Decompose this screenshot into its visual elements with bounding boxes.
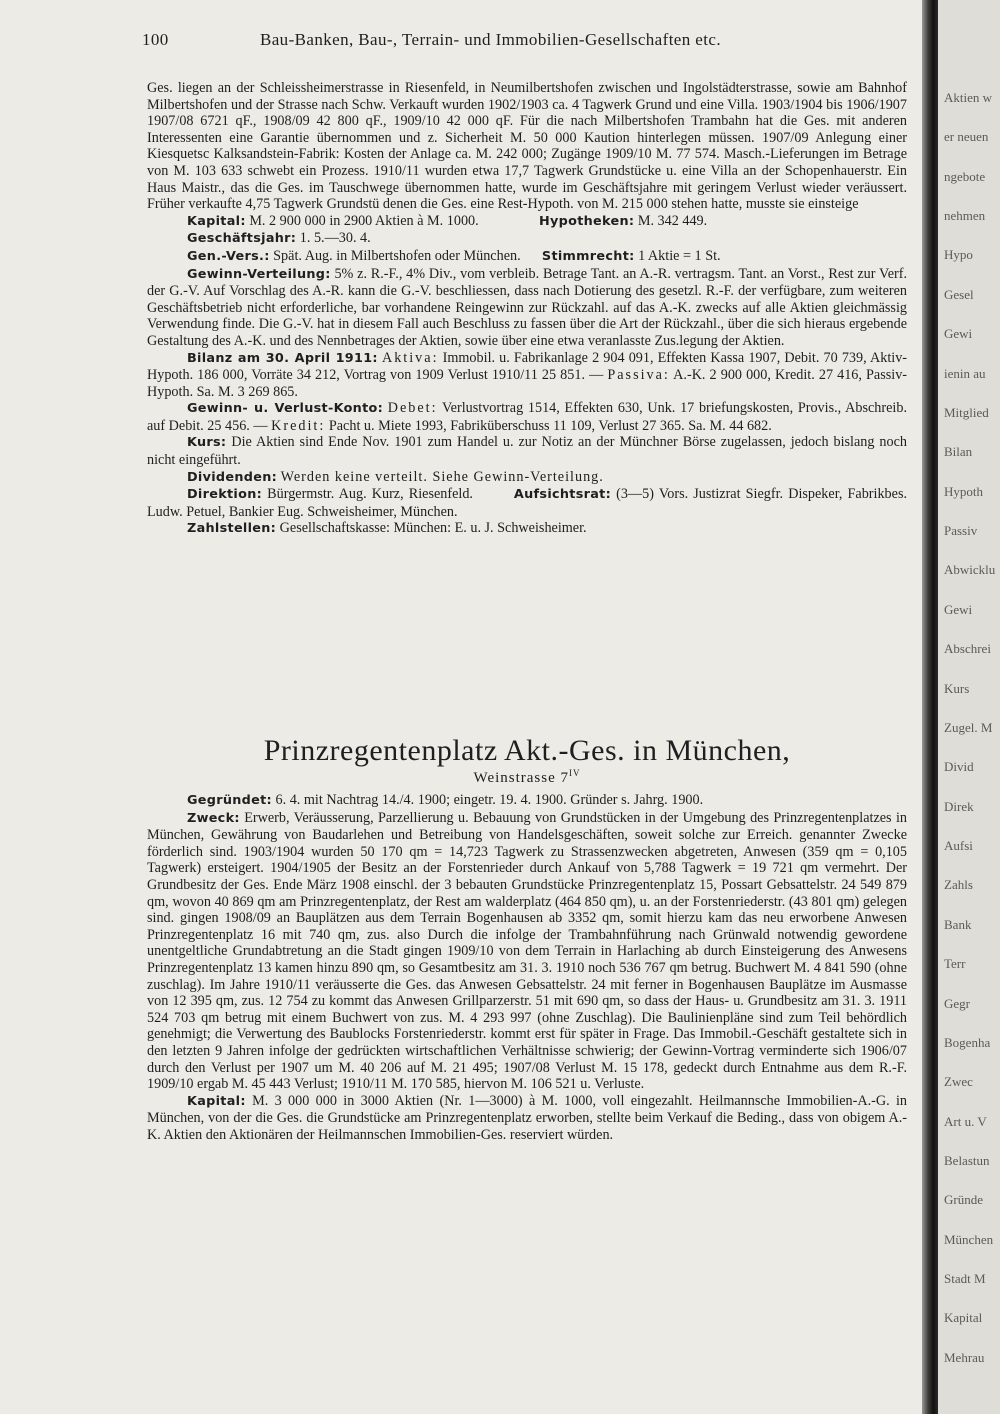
adjacent-page-fragment: ienin au bbox=[944, 366, 986, 381]
section-company-1 bbox=[147, 80, 907, 538]
dividenden-line bbox=[147, 469, 907, 487]
zahlstellen-label: Zahlstellen: bbox=[187, 521, 277, 537]
adjacent-page-edge bbox=[938, 0, 1000, 1414]
company-heading: Prinzregentenplatz Akt.-Ges. in München, bbox=[263, 734, 791, 767]
genvers-label: Gen.-Vers.: bbox=[187, 248, 270, 264]
kurs-label: Kurs: bbox=[187, 435, 227, 451]
direktion-text: Bürgermstr. Aug. Kurz, Riesenfeld. bbox=[267, 486, 473, 503]
geschaeftsjahr-text: 1. 5.—30. 4. bbox=[299, 230, 371, 247]
book-gutter bbox=[922, 0, 938, 1414]
page-header bbox=[142, 30, 902, 56]
direktion-label: Direktion: bbox=[187, 487, 263, 503]
adjacent-page-fragment: Direk bbox=[944, 799, 974, 814]
genvers-text: Spät. Aug. in Milbertshofen oder München. bbox=[273, 247, 521, 264]
page-number: 100 bbox=[142, 30, 169, 49]
gegruendet-line bbox=[147, 792, 907, 810]
kapital-text: M. 2 900 000 in 2900 Aktien à M. 1000. bbox=[249, 212, 479, 229]
bilanz-aktiva-word: Aktiva: bbox=[381, 349, 439, 366]
adjacent-page-fragment: er neuen bbox=[944, 129, 989, 144]
guv-label: Gewinn- u. Verlust-Konto: bbox=[187, 401, 383, 417]
adjacent-page-fragment: Gewi bbox=[944, 326, 973, 341]
kapital-label: Kapital: bbox=[187, 213, 246, 229]
gewinn-verteilung-paragraph bbox=[147, 266, 907, 350]
address-text: Weinstrasse 7 bbox=[473, 770, 570, 786]
adjacent-page-fragment: Divid bbox=[944, 759, 974, 774]
hypotheken-text: M. 342 449. bbox=[637, 212, 708, 229]
bilanz-paragraph bbox=[147, 350, 907, 401]
address-superscript: IV bbox=[569, 768, 581, 778]
gewinn-verteilung-label: Gewinn-Verteilung: bbox=[187, 266, 331, 282]
gewinn-verteilung-text: 5% z. R.-F., 4% Div., vom verbleib. Betrage Tant. an A.-R. vertragsm. Tant. an Vorst., Rest zur Verf. der G.-V. Auf Vorschlag des A.-R. kann die G.-V. beschliessen, dass nach Dotierung des gesetzl. R.-F. der verfügbare, zum weiteren Geschäftsbetrieb nicht erforderliche, bar vorhandene Reingewinn zur Rückzahl. auf das A.-K. zwecks auf alle Aktien gleichmässig Verwendung finde. Die G.-V. hat in diesem Fall auch Beschluss zu fassen über die Art der Rückzahl., über die sich hieraus ergebende Gestaltung des A.-K. und des Nennbetrages der Aktien, sowie über eine etwa veranlasste Zus.legung der Aktien. bbox=[147, 265, 907, 349]
bilanz-aktiva-text: Immobil. u. Fabrikanlage 2 904 091, Effekten Kassa 1907, Debit. 70 739, Aktiv-Hypoth. 186 000, Vorräte 34 212, Vortrag von 1909 Verlust 1910/11 25 851. — bbox=[147, 349, 908, 384]
stimmrecht-text: 1 Aktie = 1 St. bbox=[638, 247, 721, 264]
guv-debet-word: Debet: bbox=[387, 400, 438, 417]
genvers-line bbox=[147, 248, 907, 266]
running-title: Bau-Banken, Bau-, Terrain- und Immobilien-Gesellschaften etc. bbox=[260, 30, 721, 49]
gegruendet-label: Gegründet: bbox=[187, 793, 272, 808]
aufsichtsrat-text: (3—5) Vors. Justizrat Siegfr. Dispeker, Fabrikbes. Ludw. Petuel, Bankier Eug. Schweisheimer, München. bbox=[147, 486, 908, 520]
adjacent-page-fragment: Zwec bbox=[944, 1074, 973, 1089]
company-address bbox=[147, 768, 907, 787]
aufsichtsrat-label: Aufsichtsrat: bbox=[513, 487, 612, 503]
adjacent-page-fragment: Gegr bbox=[944, 996, 970, 1011]
adjacent-page-fragment: Belastun bbox=[944, 1153, 990, 1168]
adjacent-page-fragment: Bank bbox=[944, 917, 972, 932]
kurs-paragraph bbox=[147, 434, 907, 468]
direktion-paragraph bbox=[147, 486, 907, 520]
adjacent-page-fragment: Aktien w bbox=[944, 90, 993, 105]
hypotheken-label: Hypotheken: bbox=[538, 213, 635, 229]
adjacent-page-fragment: ngebote bbox=[944, 169, 986, 184]
zahlstellen-text: Gesellschaftskasse: München: E. u. J. Schweisheimer. bbox=[279, 520, 587, 537]
adjacent-page-fragment: Art u. V bbox=[944, 1114, 987, 1129]
kapital2-label: Kapital: bbox=[187, 1093, 246, 1109]
bilanz-passiva-word: Passiva: bbox=[607, 367, 670, 384]
adjacent-page-fragment: Gründe bbox=[944, 1192, 983, 1207]
zweck-paragraph bbox=[147, 810, 907, 1093]
adjacent-page-fragment: Hypoth bbox=[944, 484, 983, 499]
adjacent-page-fragment: Stadt M bbox=[944, 1271, 986, 1286]
kurs-text: Die Aktien sind Ende Nov. 1901 zum Handel u. zur Notiz an der Münchner Börse zugelassen, jedoch bislang noch nicht eingeführt. bbox=[147, 434, 908, 469]
adjacent-page-fragment: Hypo bbox=[944, 247, 973, 262]
adjacent-page-fragment: Passiv bbox=[944, 523, 978, 538]
geschaeftsjahr-line bbox=[147, 230, 907, 248]
adjacent-page-fragment: Mitglied bbox=[944, 405, 989, 420]
guv-paragraph bbox=[147, 400, 907, 434]
adjacent-page-fragment: Zahls bbox=[944, 877, 973, 892]
zahlstellen-line bbox=[147, 520, 907, 538]
kapital-line bbox=[147, 213, 907, 231]
geschaeftsjahr-label: Geschäftsjahr: bbox=[187, 231, 297, 247]
kapital2-paragraph bbox=[147, 1093, 907, 1144]
adjacent-page-fragment: Gewi bbox=[944, 602, 973, 617]
adjacent-page-fragment: Abschrei bbox=[944, 641, 991, 656]
adjacent-page-fragment: Bilan bbox=[944, 444, 973, 459]
adjacent-page-fragment: Abwicklu bbox=[944, 562, 996, 577]
stimmrecht-label: Stimmrecht: bbox=[541, 248, 635, 264]
bilanz-label: Bilanz am 30. April 1911: bbox=[187, 350, 378, 366]
adjacent-page-fragment: Terr bbox=[944, 956, 966, 971]
adjacent-page-fragment: nehmen bbox=[944, 208, 986, 223]
adjacent-page-fragment: Gesel bbox=[944, 287, 974, 302]
adjacent-page-fragment: Kapital bbox=[944, 1310, 983, 1325]
dividenden-text: Werden keine verteilt. Siehe Gewinn-Verteilung. bbox=[280, 468, 604, 485]
adjacent-page-fragment: Mehrau bbox=[944, 1350, 985, 1365]
adjacent-page-fragment: Aufsi bbox=[944, 838, 973, 853]
zweck-text: Erwerb, Veräusserung, Parzellierung u. Bebauung von Grundstücken in der Umgebung des Prinzregentenplatzes in München, Gewährung von Baudarlehen und Betreibung von Handelsgeschäften, soweit solche zur Erreich. genannter Zwecke förderlich sind. 1903/1904 wurden 50 170 qm = 14,723 Tagwerk zu Strassenzwecken abgetreten, Anwesen (359 qm = 0,105 Tagwerk) ersteigert. 1904/1905 der Besitz an der Forstenrieder durch Ankauf von 5,788 Tagwerk = 19 721 qm vermehrt. Der Grundbesitz der Ges. Ende März 1908 einschl. der 3 bebauten Grundstücke Prinzregentenplatz 15, Possart Gebsattelstr. 24 549 879 qm, wovon 40 869 qm am Prinzregentenplatz, der Rest am walderplatz (464 850 qm), u. an der Forstenriederstr. (43 801 qm) gelegen sind. gingen 1908/09 an Bauplätzen aus dem Terrain Bogenhausen ab 3352 qm, somit hierzu kam das neu erworbene Anwesen Prinzregentenplatz 16 mit 740 qm, zus. also Durch die infolge der Trambahnführung nach Grünwald notwendig gewordene unentgeltliche Grundabtretung an die Stadt gingen 1909/10 von dem Terrain in Harlaching ab durch Einsteigerung des Anwesens Prinzregentenplatz 13 kamen hinzu 890 qm, so Gesamtbesitz am 31. 3. 1910 noch 536 767 qm betrug. Buchwert M. 4 841 590 (ohne zuschlag). Im Jahre 1910/11 veräusserte die Ges. das Anwesen Gebsattelstr. 24 mit ferner in Bogenhausen Bauplätze im Ausmasse von 12 395 qm, zus. 12 754 zu kommt das Anwesen Grillparzerstr. 51 mit 690 qm, so dass der Haus- u. Grundbesitz am 31. 3. 1911 524 703 qm betrug mit einem Buchwert von zus. M. 4 293 997 (ohne Zuschlag). Die Baulinienpläne sind zum Teil behördlich genehmigt; die Verwertung des Baublocks Forstenriederstr. kommt erst für später in Frage. Das Immobil.-Geschäft gestaltete sich in den letzten 9 Jahren infolge der gedrückten wirtschaftlichen Verhältnisse schwierig; der Gewinn-Vortrag verminderte sich 1906/07 durch den Verlust per 1907 um M. 40 206 auf M. 21 495; 1907/08 Verlust M. 15 178, gedeckt durch Entnahme aus dem R.-F. 1909/10 ergab M. 45 443 Verlust; 1910/11 M. 170 585, hiervon M. 106 521 u. Verluste. bbox=[147, 809, 908, 1093]
gegruendet-text: 6. 4. mit Nachtrag 14./4. 1900; eingetr. 19. 4. 1900. Gründer s. Jahrg. 1900. bbox=[275, 792, 704, 808]
intro-paragraph: Ges. liegen an der Schleissheimerstrasse in Riesenfeld, in Neumilbertshofen zwischen und Ingolstädterstrasse, sowie am Bahnhof Milbertshofen und der Strasse nach Schw. Verkauft wurden 1902/1903 ca. 4 Tagwerk Grund und eine Villa. 1903/1904 bis 1906/1907 1907/08 6721 qF., 1908/09 42 800 qF., 1909/10 42 000 qF. Für die nach Milbertshofen Trambahn hat die Ges. mit anderen Interessenten eine Garantie übernommen und z. Sicherheit M. 50 000 Kaution hinterlegen müssen. 1907/09 Anlegung einer Kiesquetsc Kalksandstein-Fabrik: Kosten der Anlage ca. M. 242 000; Zugänge 1909/10 M. 77 574. Masch.-Lieferungen im Betrage von M. 103 633 schwebt ein Prozess. 1910/11 wurden etwa 17,7 Tagwerk Grundstücke u. eine Villa an der Schopenhauerstr. Ein Haus Maistr., das die Ges. im Tauschwege übernommen hatte, wurde im Geschäftsjahre mit geringem Verlust wieder veräussert. Früher verkaufte 4,75 Tagwerk Grundstü denen die Ges. eine Rest-Hypoth. von M. 215 000 stehen hatte, musste sie einsteige bbox=[147, 80, 907, 213]
guv-debet-text: Verlustvortrag 1514, Effekten 630, Unk. 17 briefungskosten, Provis., Abschreib. auf Debit. 25 456. — bbox=[147, 400, 907, 434]
adjacent-page-fragment: München bbox=[944, 1232, 994, 1247]
kapital2-text: M. 3 000 000 in 3000 Aktien (Nr. 1—3000) à M. 1000, voll eingezahlt. Heilmannsche Immobilien-A.-G. in München, von der die Ges. die Grundstücke am Prinzregentenplatz erworben, stellte beim Verkauf die Beding., dass von obigem A.-K. Aktien den Aktionären der Heilmannschen Immobilien-Ges. reserviert würden. bbox=[147, 1092, 908, 1143]
adjacent-page-fragment: Kurs bbox=[944, 681, 970, 696]
adjacent-page-fragment: Zugel. M bbox=[944, 720, 993, 735]
section-company-2 bbox=[147, 792, 907, 1143]
guv-kredit-text: Pacht u. Miete 1993, Fabriküberschuss 11 109, Verlust 27 365. Sa. M. 44 682. bbox=[328, 417, 772, 434]
dividenden-label: Dividenden: bbox=[187, 469, 278, 485]
adjacent-page-fragment: Bogenha bbox=[944, 1035, 991, 1050]
bilanz-passiva-text: A.-K. 2 900 000, Kredit. 27 416, Passiv-Hypoth. Sa. M. 3 269 865. bbox=[147, 367, 908, 400]
zweck-label: Zweck: bbox=[187, 810, 240, 826]
guv-kredit-word: Kredit: bbox=[271, 417, 326, 434]
